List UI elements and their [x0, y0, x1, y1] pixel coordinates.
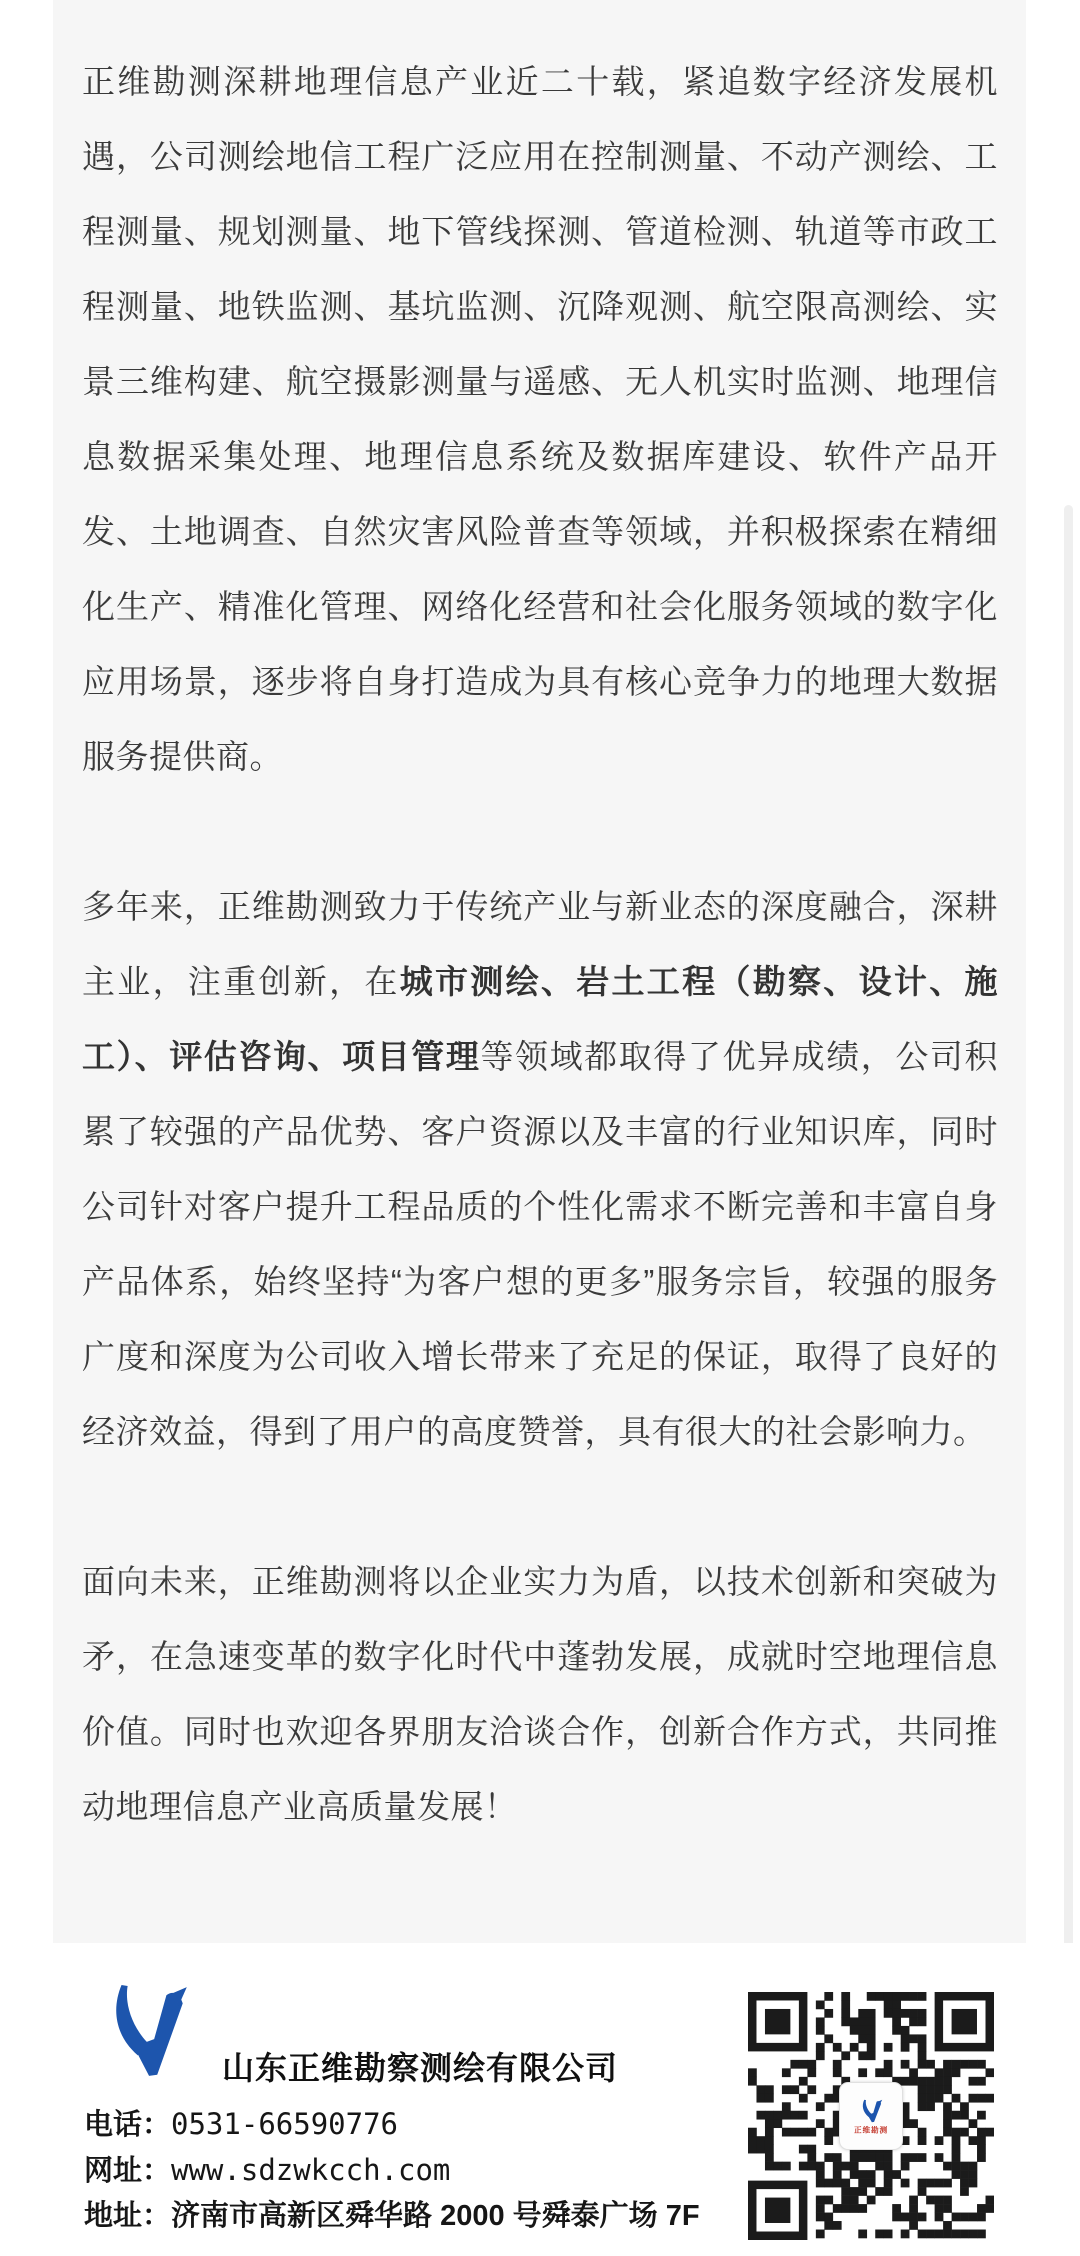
paragraph-2-text-pre: 多年来，正维勘测致力于传统产业与新业态的深度融合，深耕主业，注重创新，在	[82, 888, 998, 1000]
phone-line	[84, 2101, 700, 2147]
phone-label: 电话：	[84, 2109, 172, 2141]
phone-value: 0531-66590776	[171, 2107, 398, 2141]
paragraph-2-text-post: 等领域都取得了优异成绩，公司积累了较强的产品优势、客户资源以及丰富的行业知识库，同时公司针对客户提升工程品质的个性化需求不断完善和丰富自身产品体系，始终坚持“为客户想的更多”服务宗旨，较强的服务广度和深度为公司收入增长带来了充足的保证，取得了良好的经济效益，得到了用户的高度赞誉，具有很大的社会影响力。	[82, 1038, 999, 1450]
address-line	[84, 2193, 700, 2239]
paragraph-business-achievements	[82, 869, 998, 1469]
website-label: 网址：	[84, 2155, 172, 2187]
qr-logo-w-icon	[854, 2097, 888, 2125]
scrollbar-thumb[interactable]	[1064, 505, 1073, 2125]
paragraph-2-bold-segment: 城市测绘、岩土工程（勘察、设计、施工）、评估咨询、项目管理	[82, 963, 999, 1075]
paragraph-company-intro: 正维勘测深耕地理信息产业近二十载，紧追数字经济发展机遇，公司测绘地信工程广泛应用在控制测量、不动产测绘、工程测量、规划测量、地下管线探测、管道检测、轨道等市政工程测量、地铁监测、基坑监测、沉降观测、航空限高测绘、实景三维构建、航空摄影测量与遥感、无人机实时监测、地理信息数据采集处理、地理信息系统及数据库建设、软件产品开发、土地调查、自然灾害风险普查等领域，并积极探索在精细化生产、精准化管理、网络化经营和社会化服务领域的数字化应用场景，逐步将自身打造成为具有核心竞争力的地理大数据服务提供商。	[82, 63, 998, 775]
website-value: www.sdzwkcch.com	[171, 2153, 451, 2187]
article-body	[53, 0, 1026, 1844]
footer	[0, 1943, 1080, 2256]
paragraph-future-outlook: 面向未来，正维勘测将以企业实力为盾，以技术创新和突破为矛，在急速变革的数字化时代中蓬勃发展，成就时空地理信息价值。同时也欢迎各界朋友洽谈合作，创新合作方式，共同推动地理信息产业高质量发展！	[82, 1563, 998, 1825]
qr-code	[748, 1992, 994, 2240]
address-label: 地址：	[84, 2200, 172, 2232]
address-value: 济南市高新区舜华路 2000 号舜泰广场 7F	[171, 2200, 700, 2232]
article-content-card	[53, 0, 1026, 1943]
qr-center-logo	[839, 2082, 903, 2150]
contact-info	[84, 2101, 700, 2239]
website-line	[84, 2147, 700, 2193]
qr-logo-text: 正维勘测	[853, 2125, 888, 2134]
company-name: 山东正维勘察测绘有限公司	[222, 2050, 619, 2086]
company-logo-w-icon	[85, 1983, 207, 2085]
